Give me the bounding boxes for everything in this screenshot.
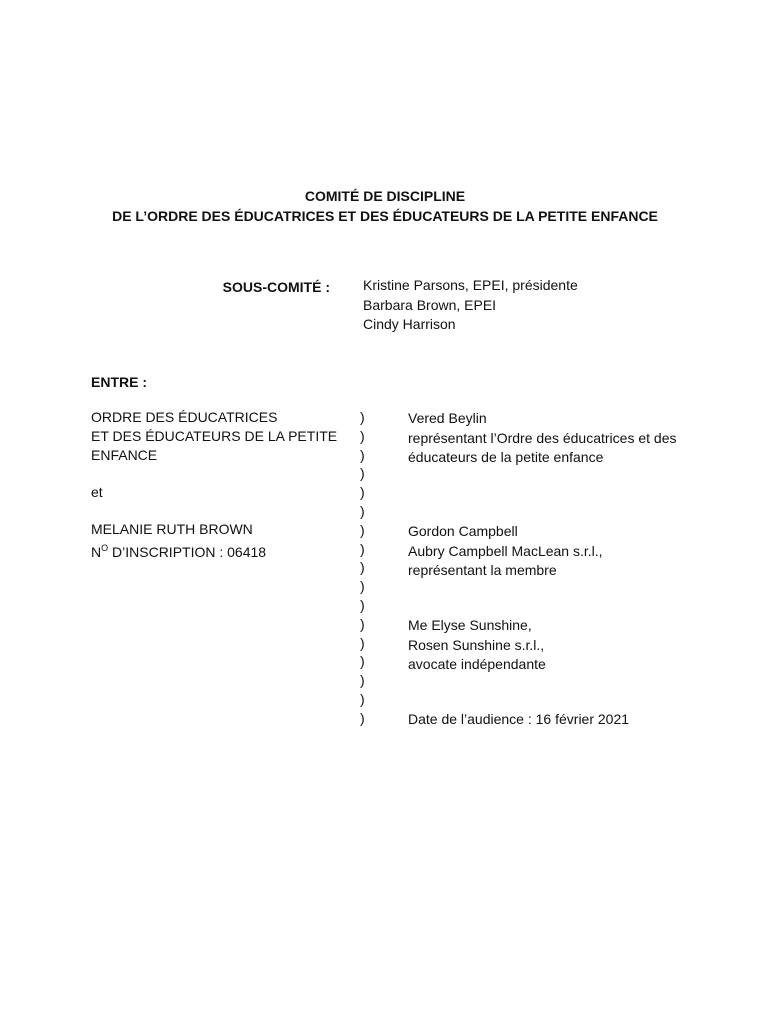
bracket: ) — [360, 634, 365, 651]
representation-line: représentant la membre — [408, 562, 557, 578]
bracket: ) — [360, 427, 365, 444]
member-representation — [408, 522, 603, 581]
bracket: ) — [360, 615, 365, 632]
representation-line: représentant l’Ordre des éducatrices et des — [408, 429, 677, 446]
party-college-line: ENFANCE — [91, 447, 158, 463]
bracket: ) — [360, 540, 365, 557]
college-representation — [408, 409, 676, 468]
bracket: ) — [360, 578, 365, 595]
representation-line: avocate indépendante — [408, 656, 546, 672]
representation-line: Rosen Sunshine s.r.l., — [408, 636, 545, 653]
hearing-date: Date de l’audience : 16 février 2021 — [408, 711, 630, 727]
party-member-name: MELANIE RUTH BROWN — [91, 521, 253, 537]
independent-counsel — [408, 616, 546, 675]
subcommittee-label: SOUS-COMITÉ : — [222, 279, 330, 295]
bracket: ) — [360, 596, 365, 613]
representation-line: Aubry Campbell MacLean s.r.l., — [408, 542, 603, 559]
bracket-column — [360, 408, 365, 728]
bracket: ) — [360, 484, 365, 501]
entre-label: ENTRE : — [91, 374, 147, 390]
bracket: ) — [360, 559, 365, 576]
bracket: ) — [360, 446, 365, 463]
bracket: ) — [360, 409, 365, 425]
representation-line: Me Elyse Sunshine, — [408, 617, 532, 633]
title-line-1: COMITÉ DE DISCIPLINE — [304, 188, 466, 204]
et-label: et — [91, 484, 103, 500]
subcommittee-member: Barbara Brown, EPEI — [363, 296, 497, 313]
registration-superscript: O — [101, 543, 109, 553]
subcommittee-member: Cindy Harrison — [363, 316, 456, 332]
bracket: ) — [360, 465, 365, 482]
party-member-registration — [91, 539, 351, 562]
registration-number: D’INSCRIPTION : 06418 — [108, 544, 267, 560]
representation-line: Gordon Campbell — [408, 523, 518, 539]
party-college-line: ET DES ÉDUCATEURS DE LA PETITE — [91, 428, 338, 444]
representation-line: éducateurs de la petite enfance — [408, 449, 604, 465]
registration-prefix: N — [91, 544, 102, 560]
party-college — [91, 408, 351, 465]
party-college-line: ORDRE DES ÉDUCATRICES — [91, 409, 278, 425]
title-line-2: DE L’ORDRE DES ÉDUCATRICES ET DES ÉDUCATEURS DE LA PETITE ENFANCE — [112, 208, 658, 224]
bracket: ) — [360, 502, 365, 519]
bracket: ) — [360, 672, 365, 689]
bracket: ) — [360, 690, 365, 707]
bracket: ) — [360, 521, 365, 538]
subcommittee-members — [363, 276, 578, 335]
representation-line: Vered Beylin — [408, 410, 487, 426]
bracket: ) — [360, 709, 365, 726]
party-member — [91, 520, 351, 562]
subcommittee-member: Kristine Parsons, EPEI, présidente — [363, 277, 578, 293]
bracket: ) — [360, 653, 365, 670]
document-title — [0, 186, 770, 226]
